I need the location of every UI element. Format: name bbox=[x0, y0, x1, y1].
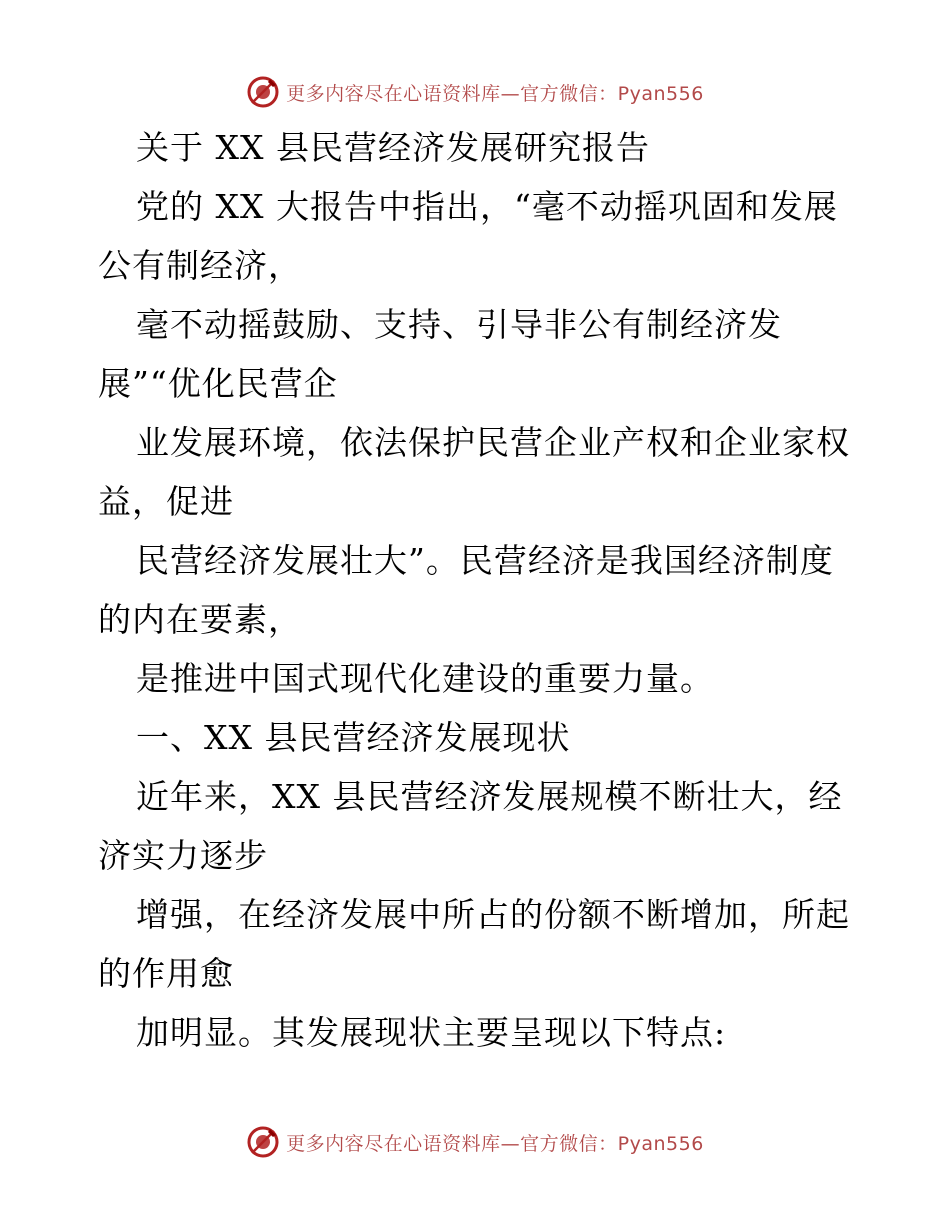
watermark-logo-icon bbox=[246, 75, 280, 109]
header-watermark bbox=[0, 72, 950, 112]
paragraph: 业发展环境，依法保护民营企业产权和企业家权益，促进 bbox=[98, 423, 850, 521]
paragraph: 是推进中国式现代化建设的重要力量。 bbox=[136, 659, 714, 698]
section-heading: 一、XX 县民营经济发展现状 bbox=[136, 718, 571, 757]
paragraph: 增强，在经济发展中所占的份额不断增加，所起的作用愈 bbox=[98, 895, 850, 993]
paragraph: 民营经济发展壮大”。民营经济是我国经济制度的内在要素， bbox=[98, 541, 834, 639]
watermark-logo-icon bbox=[246, 1125, 280, 1159]
paragraph: 加明显。其发展现状主要呈现以下特点: bbox=[136, 1013, 727, 1052]
document-body bbox=[98, 118, 858, 1062]
paragraph: 近年来，XX 县民营经济发展规模不断壮大，经济实力逐步 bbox=[98, 777, 843, 875]
watermark-text: 更多内容尽在心语资料库—官方微信：Pyan556 bbox=[286, 1132, 704, 1155]
watermark-text: 更多内容尽在心语资料库—官方微信：Pyan556 bbox=[286, 82, 704, 105]
paragraph: 党的 XX 大报告中指出，“毫不动摇巩固和发展公有制经济， bbox=[98, 187, 838, 285]
document-title: 关于 XX 县民营经济发展研究报告 bbox=[136, 128, 650, 167]
paragraph: 毫不动摇鼓励、支持、引导非公有制经济发 展”“优化民营企 bbox=[98, 305, 794, 403]
footer-watermark bbox=[0, 1122, 950, 1162]
